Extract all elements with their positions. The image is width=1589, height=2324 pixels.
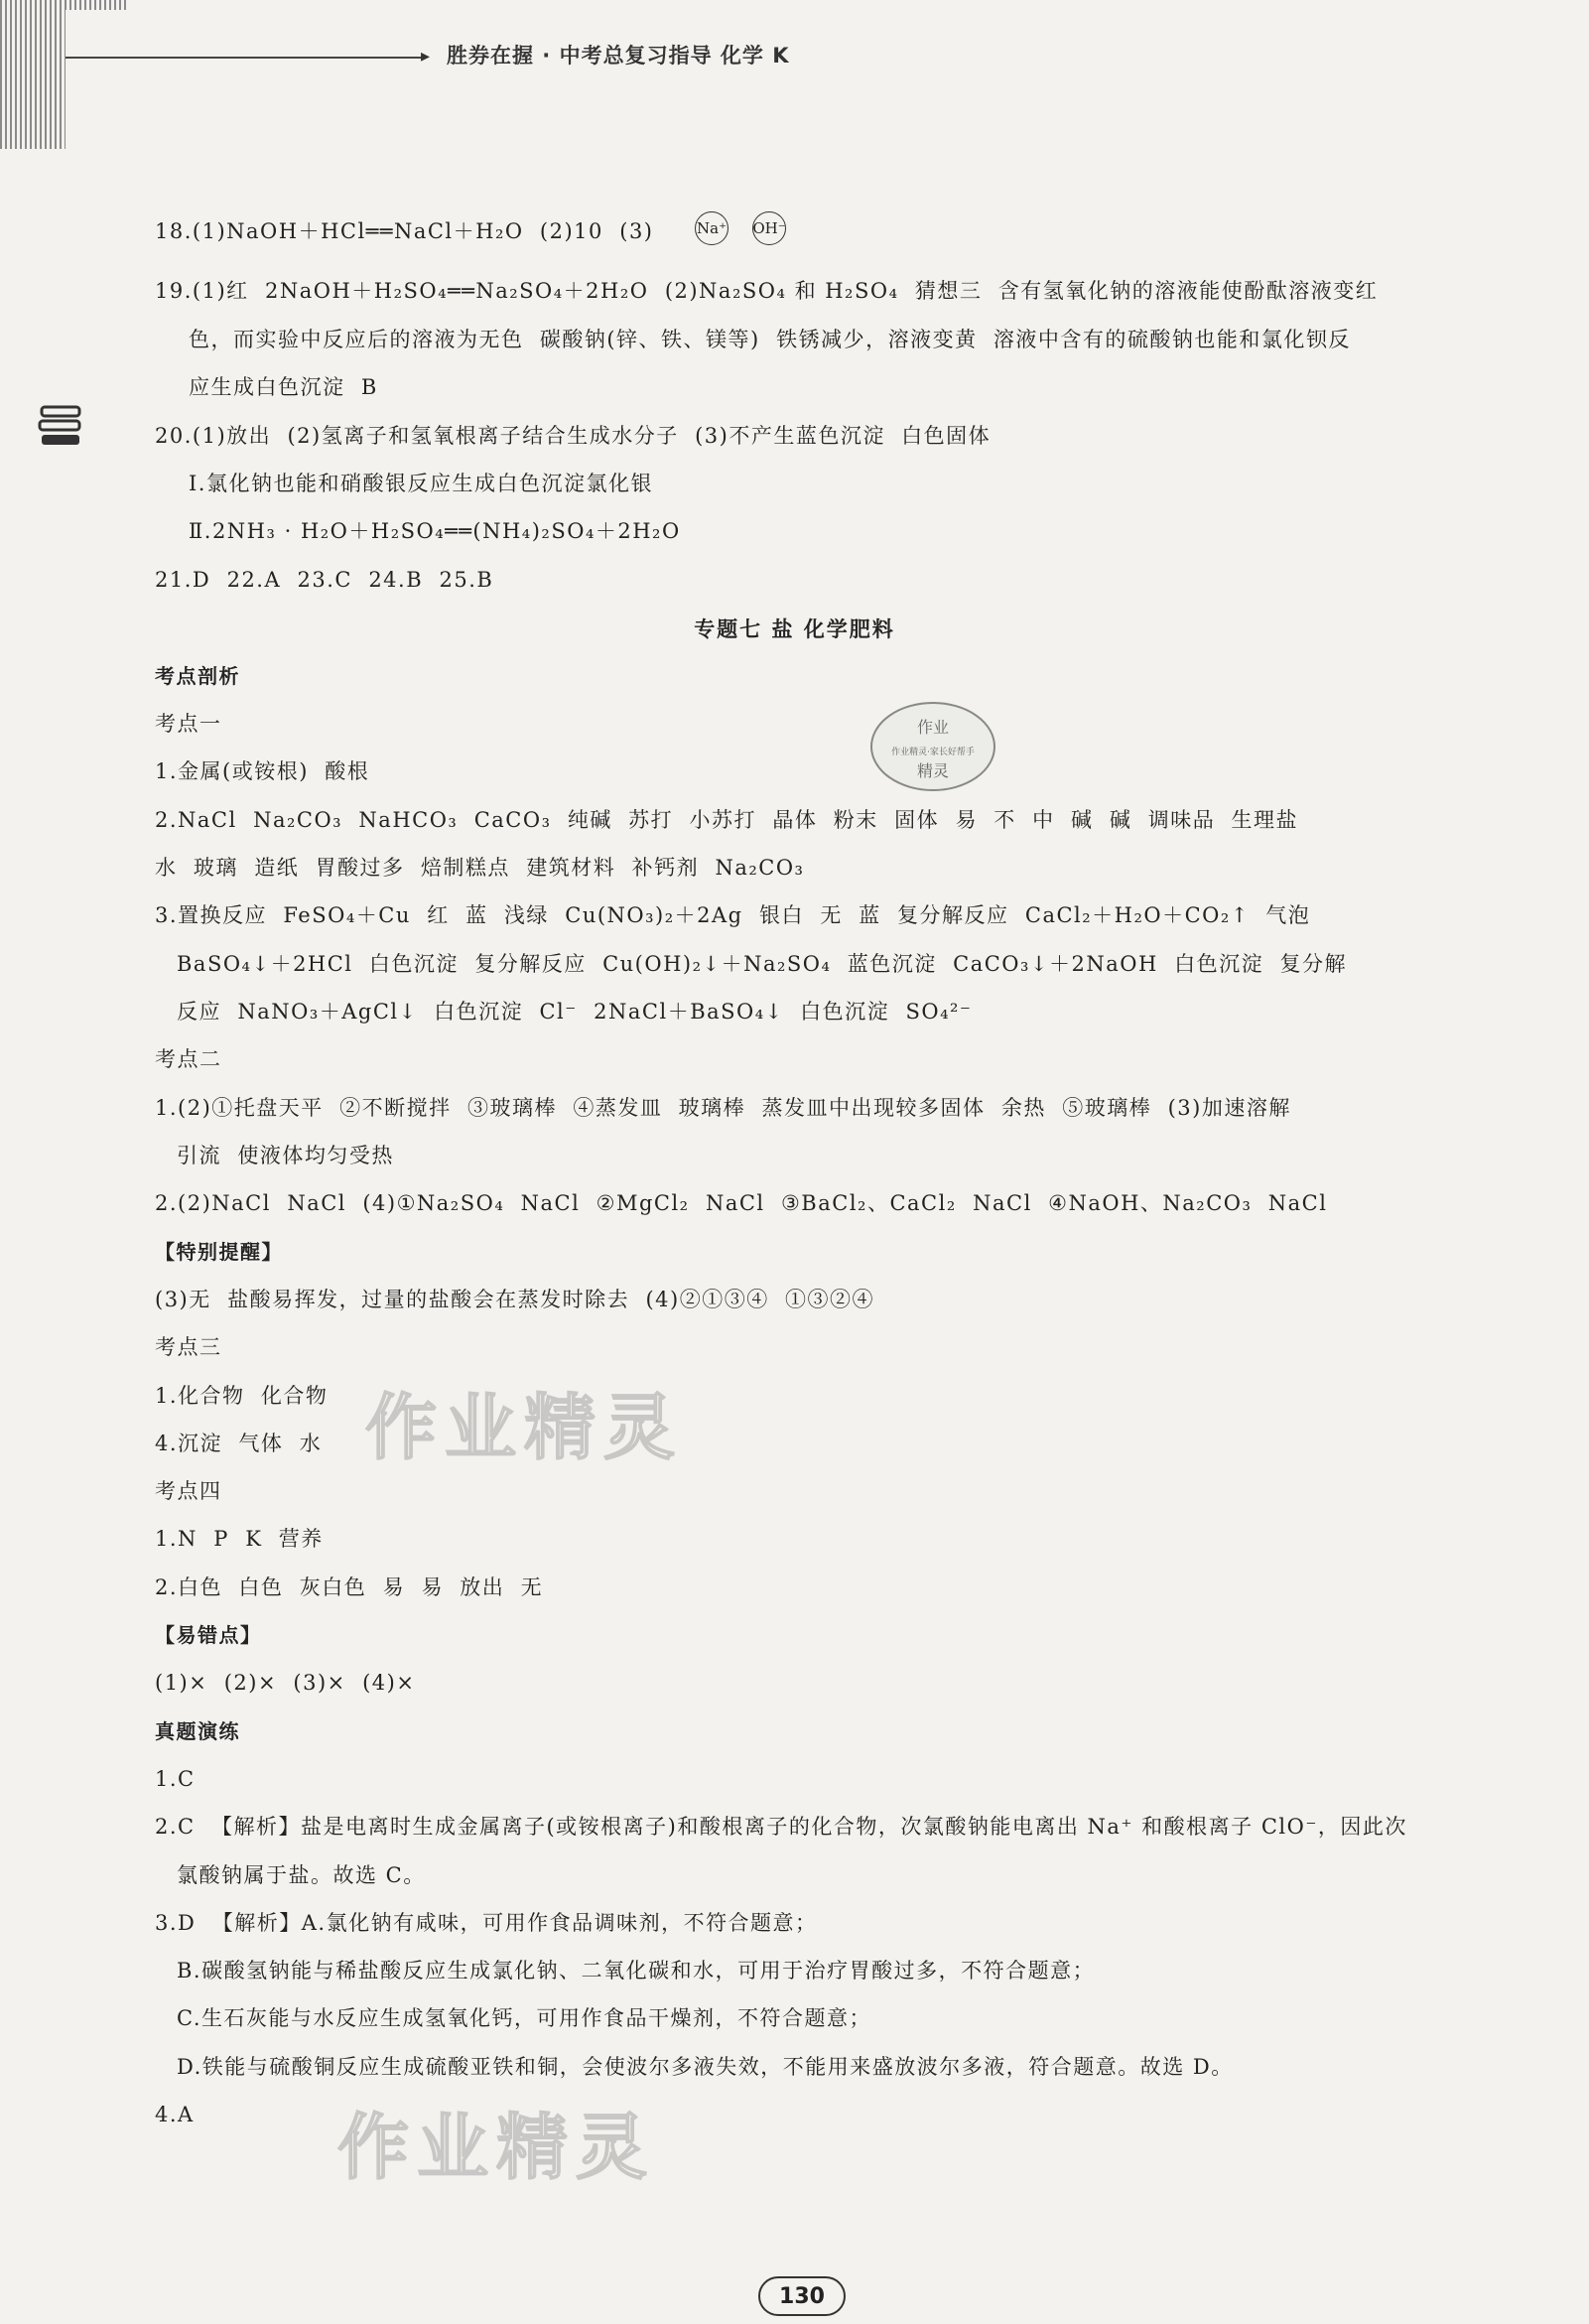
text-line-k3_4: 4.沉淀 气体 水 [155,1432,323,1455]
text-line-k2_2: 2.(2)NaCl NaCl (4)①Na₂SO₄ NaCl ②MgCl₂ NaCl ③BaCl₂、CaCl₂ NaCl ④NaOH、Na₂CO₃ NaCl [155,1191,1328,1215]
section-title: 专题七 盐 化学肥料 [694,617,895,641]
text-line-l20a: 20.(1)放出 (2)氢离子和氢氧根离子结合生成水分子 (3)不产生蓝色沉淀 白色固体 [155,424,992,448]
text-line-zt3d: D.铁能与硫酸铜反应生成硫酸亚铁和铜，会使波尔多液失效，不能用来盛放波尔多液，符合题意。故选 D。 [177,2055,1234,2079]
text-line-tbtx: 【特别提醒】 [155,1240,283,1264]
text-line-k4_1: 1.N P K 营养 [155,1527,324,1551]
text-line-tb1: (3)无 盐酸易挥发，过量的盐酸会在蒸发时除去 (4)②①③④ ①③②④ [155,1288,875,1311]
text-line-kdpx: 考点剖析 [155,664,240,688]
stamp-icon [863,697,1002,796]
text-line-k1_3c: 反应 NaNO₃＋AgCl↓ 白色沉淀 Cl⁻ 2NaCl＋BaSO₄↓ 白色沉淀 SO₄²⁻ [177,1000,973,1024]
text-line-zt3c: C.生石灰能与水反应生成氢氧化钙，可用作食品干燥剂，不符合题意； [177,2006,871,2030]
text-line-k1_3b: BaSO₄↓＋2HCl 白色沉淀 复分解反应 Cu(OH)₂↓＋Na₂SO₄ 蓝色沉淀 CaCO₃↓＋2NaOH 白色沉淀 复分解 [177,952,1348,976]
text-line-kd3: 考点三 [155,1335,222,1359]
text-line-l19b: 色，而实验中反应后的溶液为无色 碳酸钠(锌、铁、镁等) 铁锈减少，溶液变黄 溶液中含有的硫酸钠也能和氯化钡反 [189,328,1351,351]
text-line-zt2a: 2.C 【解析】盐是电离时生成金属离子(或铵根离子)和酸根离子的化合物，次氯酸钠能电离出 Na⁺ 和酸根离子 ClO⁻，因此次 [155,1815,1407,1839]
page-number: 130 [758,2276,846,2316]
text-line-kd1: 考点一 [155,712,222,736]
text-line-ztyl: 真题演练 [155,1719,240,1743]
text-line-zt3a: 3.D 【解析】A.氯化钠有咸味，可用作食品调味剂，不符合题意； [155,1911,818,1935]
stamp-top-text: 作业 [916,718,950,737]
text-line-l21: 21.D 22.A 23.C 24.B 25.B [155,568,494,592]
na-ion-label: Na⁺ [697,219,727,237]
text-line-k3_1: 1.化合物 化合物 [155,1384,329,1408]
header-arrow-icon: ▸ [421,46,431,67]
text-line-k1_2b: 水 玻璃 造纸 胃酸过多 焙制糕点 建筑材料 补钙剂 Na₂CO₃ [155,856,805,880]
stamp-bottom-text: 精灵 [916,761,950,780]
stamp-middle-text: 作业精灵·家长好帮手 [891,748,975,757]
text-line-kd4: 考点四 [155,1479,222,1503]
text-line-ycd: 【易错点】 [155,1623,262,1647]
text-line-zt3b: B.碳酸氢钠能与稀盐酸反应生成氯化钠、二氧化碳和水，可用于治疗胃酸过多，不符合题意； [177,1959,1096,1982]
na-ion-circle [695,211,728,245]
text-line-k1_3a: 3.置换反应 FeSO₄＋Cu 红 蓝 浅绿 Cu(NO₃)₂＋2Ag 银白 无 蓝 复分解反应 CaCl₂＋H₂O＋CO₂↑ 气泡 [155,903,1311,927]
watermark-bottom: 作业精灵 [337,2106,656,2189]
oh-ion-label: OH⁻ [752,219,786,237]
text-line-l19a: 19.(1)红 2NaOH＋H₂SO₄══Na₂SO₄＋2H₂O (2)Na₂SO₄ 和 H₂SO₄ 猜想三 含有氢氧化钠的溶液能使酚酞溶液变红 [155,279,1379,303]
text-line-k4_2: 2.白色 白色 灰白色 易 易 放出 无 [155,1575,544,1599]
text-line-k2_1a: 1.(2)①托盘天平 ②不断搅拌 ③玻璃棒 ④蒸发皿 玻璃棒 蒸发皿中出现较多固体 余热 ⑤玻璃棒 (3)加速溶解 [155,1096,1291,1120]
text-line-l20c: Ⅱ.2NH₃ · H₂O＋H₂SO₄══(NH₄)₂SO₄＋2H₂O [189,519,681,543]
text-line-l18: 18.(1)NaOH＋HCl══NaCl＋H₂O (2)10 (3) [155,219,654,243]
text-line-zt2b: 氯酸钠属于盐。故选 C。 [177,1863,426,1887]
text-line-l20b: Ⅰ.氯化钠也能和硝酸银反应生成白色沉淀氯化银 [189,472,653,495]
header-title: 胜券在握 · 中考总复习指导 化学 K [447,44,790,68]
text-line-l19c: 应生成白色沉淀 B [189,375,378,399]
text-line-yc1: (1)× (2)× (3)× (4)× [155,1671,416,1695]
text-line-kd2: 考点二 [155,1047,222,1071]
text-line-zt1: 1.C [155,1767,196,1791]
text-line-k1_2a: 2.NaCl Na₂CO₃ NaHCO₃ CaCO₃ 纯碱 苏打 小苏打 晶体 粉末 固体 易 不 中 碱 碱 调味品 生理盐 [155,808,1299,832]
text-line-k2_1b: 引流 使液体均匀受热 [177,1144,394,1167]
text-line-k1_1: 1.金属(或铵根) 酸根 [155,759,370,783]
text-line-zt4: 4.A [155,2103,195,2126]
watermark-middle: 作业精灵 [365,1386,684,1469]
oh-ion-circle [752,211,786,245]
